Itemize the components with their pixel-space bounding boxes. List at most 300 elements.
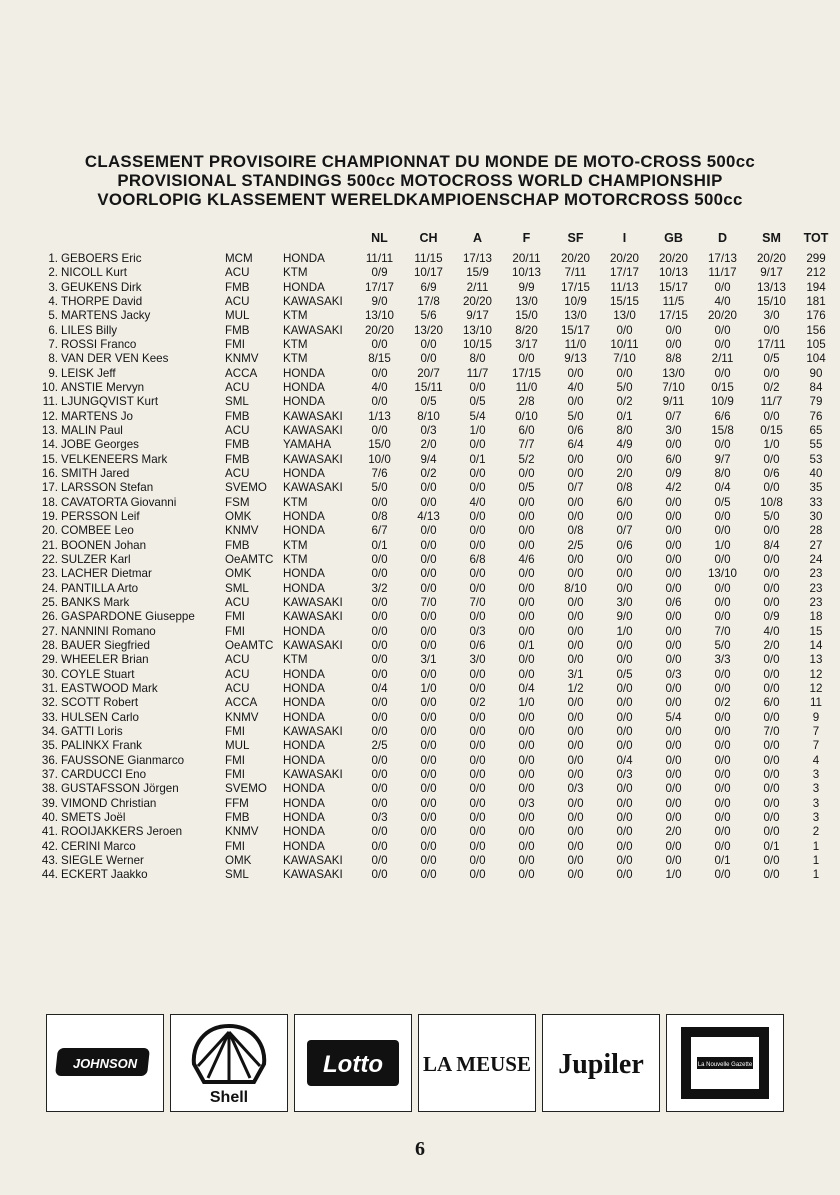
- gp-result: 0/0: [567, 853, 584, 867]
- gp-result: 3/1: [420, 653, 437, 667]
- title-french: CLASSEMENT PROVISOIRE CHAMPIONNAT DU MONDE DE MOTO-CROSS 500cc: [84, 153, 756, 171]
- gp-result: 0/0: [420, 338, 437, 352]
- gp-result: 0/0: [567, 366, 584, 380]
- gp-result: 0/0: [371, 639, 388, 653]
- table-row: [36, 796, 836, 810]
- gp-result: 13/20: [413, 323, 443, 337]
- rider-make: HONDA: [283, 524, 325, 538]
- gp-result: 8/0: [616, 424, 633, 438]
- rider-federation: MUL: [225, 739, 250, 753]
- gp-result: 0/3: [469, 624, 486, 638]
- rider-rank: 11.: [42, 395, 58, 409]
- gp-result: 0/0: [469, 381, 486, 395]
- gp-result: 0/15: [711, 381, 734, 395]
- gp-result: 0/0: [518, 825, 535, 839]
- gp-result: 6/0: [616, 495, 633, 509]
- gp-result: 0/5: [763, 352, 780, 366]
- gp-result: 9/7: [714, 452, 731, 466]
- rider-make: KAWASAKI: [283, 409, 343, 423]
- gp-result: 0/0: [518, 868, 535, 882]
- rider-rank: 41.: [41, 825, 58, 839]
- gp-result: 0/0: [665, 495, 682, 509]
- rider-federation: SML: [225, 395, 249, 409]
- gp-result: 20/20: [364, 323, 394, 337]
- rider-federation: FMI: [225, 724, 245, 738]
- gp-result: 0/0: [714, 810, 731, 824]
- gp-result: 0/0: [714, 868, 731, 882]
- gp-result: 20/20: [560, 252, 590, 266]
- gp-result: 15/9: [466, 266, 489, 280]
- gp-result: 5/4: [469, 409, 486, 423]
- rider-total: 53: [809, 452, 823, 466]
- gp-result: 0/0: [763, 782, 780, 796]
- gp-result: 13/10: [364, 309, 394, 323]
- gp-result: 0/0: [665, 524, 682, 538]
- rider-federation: ACU: [225, 667, 250, 681]
- gp-result: 0/0: [420, 538, 437, 552]
- gp-result: 0/0: [469, 839, 486, 853]
- gp-result: 0/0: [714, 710, 731, 724]
- table-row: [36, 281, 836, 295]
- gp-result: 0/0: [763, 452, 780, 466]
- rider-name: CAVATORTA Giovanni: [61, 495, 177, 509]
- gp-result: 0/0: [518, 810, 535, 824]
- gp-result: 13/10: [462, 323, 492, 337]
- rider-rank: 42.: [41, 839, 58, 853]
- gp-result: 3/0: [665, 424, 682, 438]
- rider-make: HONDA: [283, 796, 325, 810]
- rider-rank: 8.: [48, 352, 58, 366]
- gp-result: 0/7: [616, 524, 633, 538]
- rider-total: 24: [809, 553, 823, 567]
- rider-total: 9: [812, 710, 820, 724]
- johnson-logo: [53, 1038, 157, 1088]
- gp-result: 0/0: [518, 667, 535, 681]
- rider-make: KAWASAKI: [283, 610, 343, 624]
- rider-make: HONDA: [283, 252, 325, 266]
- gp-result: 0/4: [518, 682, 535, 695]
- gp-result: 0/0: [763, 767, 780, 781]
- rider-rank: 40.: [41, 810, 58, 824]
- rider-name: MARTENS Jo: [61, 409, 133, 423]
- gp-result: 0/0: [714, 553, 731, 567]
- gp-result: 0/0: [518, 567, 535, 581]
- gp-result: 0/0: [567, 753, 584, 767]
- gp-result: 0/0: [567, 825, 584, 839]
- rider-make: HONDA: [283, 467, 325, 481]
- rider-federation: FMB: [225, 452, 250, 466]
- rider-total: 30: [809, 510, 823, 524]
- rider-rank: 14.: [41, 438, 58, 452]
- gp-result: 11/7: [466, 366, 489, 380]
- gp-result: 1/0: [763, 438, 780, 452]
- gp-result: 11/5: [662, 295, 685, 309]
- rider-federation: KNMV: [225, 524, 259, 538]
- gp-result: 0/0: [567, 467, 584, 481]
- gp-result: 0/0: [420, 624, 437, 638]
- gp-result: 5/0: [714, 639, 731, 653]
- gp-result: 7/0: [714, 624, 731, 638]
- gp-result: 0/0: [469, 853, 486, 867]
- header-spacer: [283, 228, 355, 252]
- table-row: [36, 668, 836, 682]
- gp-result: 10/17: [413, 266, 443, 280]
- gp-result: 0/0: [616, 366, 633, 380]
- rider-total: 4: [812, 753, 820, 767]
- rider-name: BOONEN Johan: [61, 538, 147, 552]
- table-row: [36, 438, 836, 452]
- table-row: [36, 739, 836, 753]
- gp-result: 2/5: [567, 538, 584, 552]
- gp-result: 15/10: [756, 295, 786, 309]
- rider-make: HONDA: [283, 696, 325, 710]
- gp-result: 0/0: [763, 796, 780, 810]
- gp-result: 0/0: [371, 753, 388, 767]
- gp-result: 13/0: [613, 309, 636, 323]
- gp-result: 0/0: [665, 323, 682, 337]
- gp-result: 0/0: [518, 352, 535, 366]
- gp-result: 6/4: [567, 438, 584, 452]
- table-row: [36, 868, 836, 882]
- gp-result: 0/0: [567, 610, 584, 624]
- gp-result: 11/11: [365, 252, 394, 266]
- gp-result: 0/1: [469, 452, 486, 466]
- gp-result: 0/0: [518, 538, 535, 552]
- gp-result: 0/0: [420, 639, 437, 653]
- table-row: [36, 825, 836, 839]
- rider-name: SMETS Joël: [61, 810, 126, 824]
- rider-total: 299: [806, 252, 826, 266]
- gp-result: 13/13: [756, 280, 786, 294]
- gp-result: 0/0: [371, 667, 388, 681]
- gp-result: 0/0: [616, 567, 633, 581]
- column-header: SF: [567, 231, 584, 245]
- gp-result: 8/20: [515, 323, 538, 337]
- gp-result: 17/13: [707, 252, 737, 266]
- gp-result: 0/1: [371, 538, 388, 552]
- rider-name: GEBOERS Eric: [61, 252, 142, 266]
- gp-result: 2/11: [711, 352, 734, 366]
- gp-result: 0/0: [714, 767, 731, 781]
- gp-result: 0/0: [616, 739, 633, 753]
- rider-name: SCOTT Robert: [61, 696, 139, 710]
- table-row: [36, 653, 836, 667]
- rider-make: KTM: [283, 553, 308, 567]
- header-spacer: [225, 228, 283, 252]
- gp-result: 3/1: [567, 667, 584, 681]
- gp-result: 2/0: [616, 467, 633, 481]
- gp-result: 0/0: [371, 796, 388, 810]
- gp-result: 0/1: [518, 639, 535, 653]
- rider-name: BAUER Siegfried: [61, 639, 150, 653]
- gp-result: 0/0: [763, 567, 780, 581]
- gp-result: 0/7: [567, 481, 584, 495]
- table-row: [36, 811, 836, 825]
- gp-result: 0/0: [763, 524, 780, 538]
- gp-result: 0/0: [469, 567, 486, 581]
- table-row: [36, 309, 836, 323]
- gp-result: 0/0: [420, 610, 437, 624]
- rider-total: 3: [812, 796, 820, 810]
- gp-result: 0/0: [616, 825, 633, 839]
- column-header: CH: [419, 231, 438, 245]
- gp-result: 0/9: [763, 610, 780, 624]
- gp-result: 0/0: [567, 567, 584, 581]
- rider-total: 12: [809, 682, 823, 695]
- table-row: [36, 496, 836, 510]
- table-row: [36, 524, 836, 538]
- rider-total: 1: [812, 839, 820, 853]
- rider-rank: 4.: [48, 295, 58, 309]
- rider-federation: OMK: [225, 510, 252, 524]
- rider-total: 176: [806, 309, 826, 323]
- gp-result: 11/7: [760, 395, 783, 409]
- rider-make: HONDA: [283, 739, 325, 753]
- column-header: NL: [371, 231, 388, 245]
- gp-result: 0/0: [665, 696, 682, 710]
- gp-result: 0/0: [665, 753, 682, 767]
- rider-make: HONDA: [283, 510, 325, 524]
- rider-total: 3: [812, 810, 820, 824]
- gp-result: 0/0: [616, 839, 633, 853]
- gp-result: 0/0: [469, 825, 486, 839]
- table-row: [36, 410, 836, 424]
- gp-result: 0/0: [518, 753, 535, 767]
- title-dutch: VOORLOPIG KLASSEMENT WERELDKAMPIOENSCHAP MOTORCROSS 500cc: [97, 191, 743, 209]
- rider-rank: 31.: [41, 682, 58, 695]
- rider-make: KAWASAKI: [283, 724, 343, 738]
- rider-rank: 24.: [41, 581, 58, 595]
- rider-name: VELKENEERS Mark: [61, 452, 168, 466]
- rider-federation: OMK: [225, 567, 252, 581]
- gp-result: 0/0: [763, 753, 780, 767]
- gp-result: 0/0: [567, 739, 584, 753]
- rider-total: 1: [812, 868, 820, 882]
- gp-result: 0/0: [469, 782, 486, 796]
- rider-make: KTM: [283, 538, 308, 552]
- gp-result: 0/0: [714, 724, 731, 738]
- rider-total: 35: [809, 481, 823, 495]
- gp-result: 0/0: [567, 624, 584, 638]
- gp-result: 17/15: [658, 309, 688, 323]
- gp-result: 0/0: [469, 538, 486, 552]
- gp-result: 0/0: [371, 624, 388, 638]
- jupiler-logo-text: Jupiler: [558, 1049, 644, 1080]
- rider-total: 28: [809, 524, 823, 538]
- gp-result: 0/0: [567, 796, 584, 810]
- table-row: [36, 696, 836, 710]
- table-row: [36, 453, 836, 467]
- gp-result: 0/0: [665, 853, 682, 867]
- gp-result: 0/0: [469, 739, 486, 753]
- rider-make: HONDA: [283, 782, 325, 796]
- gp-result: 0/0: [371, 610, 388, 624]
- gp-result: 0/0: [616, 581, 633, 595]
- gp-result: 3/0: [763, 309, 780, 323]
- gp-result: 7/7: [518, 438, 535, 452]
- gp-result: 7/0: [469, 596, 486, 610]
- gp-result: 0/0: [371, 567, 388, 581]
- gp-result: 15/0: [515, 309, 538, 323]
- rider-name: LACHER Dietmar: [61, 567, 152, 581]
- rider-make: HONDA: [283, 381, 325, 395]
- rider-name: PALINKX Frank: [61, 739, 142, 753]
- gp-result: 0/0: [616, 868, 633, 882]
- gp-result: 8/15: [368, 352, 391, 366]
- gp-result: 0/0: [714, 581, 731, 595]
- gp-result: 9/13: [564, 352, 587, 366]
- rider-total: 12: [809, 667, 823, 681]
- gp-result: 0/0: [616, 639, 633, 653]
- gp-result: 0/0: [518, 710, 535, 724]
- rider-rank: 32.: [41, 696, 58, 710]
- gp-result: 0/0: [518, 624, 535, 638]
- gp-result: 0/0: [665, 739, 682, 753]
- gp-result: 6/0: [763, 696, 780, 710]
- gp-result: 0/0: [763, 682, 780, 695]
- rider-federation: ACCA: [225, 696, 258, 710]
- rider-rank: 15.: [41, 452, 58, 466]
- gp-result: 0/0: [763, 810, 780, 824]
- gp-result: 0/6: [665, 596, 682, 610]
- sponsor-nouvelle-gazette: [666, 1014, 784, 1112]
- rider-rank: 10.: [41, 381, 58, 395]
- rider-make: KTM: [283, 338, 308, 352]
- rider-name: JOBE Georges: [61, 438, 139, 452]
- gp-result: 10/13: [511, 266, 541, 280]
- gp-result: 5/2: [518, 452, 535, 466]
- gp-result: 0/0: [371, 710, 388, 724]
- gp-result: 7/11: [564, 266, 587, 280]
- gp-result: 0/0: [420, 724, 437, 738]
- table-row: [36, 582, 836, 596]
- table-row: [36, 424, 836, 438]
- rider-make: HONDA: [283, 825, 325, 839]
- gp-result: 0/8: [567, 524, 584, 538]
- rider-federation: OMK: [225, 853, 252, 867]
- rider-name: ROOIJAKKERS Jeroen: [61, 825, 183, 839]
- gp-result: 0/5: [469, 395, 486, 409]
- rider-total: 84: [809, 381, 823, 395]
- table-row: [36, 711, 836, 725]
- rider-make: HONDA: [283, 280, 325, 294]
- rider-name: BANKS Mark: [61, 596, 130, 610]
- gp-result: 0/0: [518, 724, 535, 738]
- gp-result: 0/0: [714, 753, 731, 767]
- rider-federation: ACU: [225, 424, 250, 438]
- gp-result: 0/3: [665, 667, 682, 681]
- column-header: TOT: [803, 231, 829, 245]
- rider-name: SMITH Jared: [61, 467, 130, 481]
- table-row: [36, 682, 836, 696]
- rider-federation: ACU: [225, 467, 250, 481]
- gp-result: 0/0: [616, 810, 633, 824]
- rider-total: 23: [809, 581, 823, 595]
- gp-result: 5/4: [665, 710, 682, 724]
- gp-result: 0/0: [518, 853, 535, 867]
- rider-total: 23: [809, 567, 823, 581]
- gp-result: 0/0: [469, 481, 486, 495]
- gp-result: 0/0: [616, 682, 633, 695]
- gp-result: 9/9: [518, 280, 535, 294]
- gp-result: 0/0: [714, 524, 731, 538]
- rider-rank: 17.: [41, 481, 58, 495]
- gp-result: 0/0: [518, 839, 535, 853]
- lotto-logo-text: Lotto: [323, 1051, 383, 1078]
- gp-result: 0/0: [371, 839, 388, 853]
- rider-total: 181: [806, 295, 826, 309]
- gp-result: 0/0: [371, 553, 388, 567]
- gp-result: 0/1: [714, 853, 731, 867]
- gp-result: 0/0: [567, 839, 584, 853]
- standings-rows: [36, 252, 836, 882]
- gp-result: 6/0: [665, 452, 682, 466]
- gp-result: 0/0: [665, 438, 682, 452]
- gp-result: 1/13: [368, 409, 391, 423]
- shell-logo: [184, 1020, 274, 1106]
- rider-make: HONDA: [283, 395, 325, 409]
- gp-result: 0/0: [469, 710, 486, 724]
- gp-result: 7/0: [420, 596, 437, 610]
- gp-result: 0/0: [616, 452, 633, 466]
- gp-result: 6/9: [420, 280, 437, 294]
- rider-name: LARSSON Stefan: [61, 481, 154, 495]
- gp-result: 0/0: [665, 538, 682, 552]
- rider-make: HONDA: [283, 581, 325, 595]
- rider-federation: FSM: [225, 495, 250, 509]
- sponsor-jupiler: [542, 1014, 660, 1112]
- standings-table: [36, 228, 836, 882]
- gp-result: 0/0: [714, 667, 731, 681]
- rider-total: 156: [806, 323, 826, 337]
- rider-name: SIEGLE Werner: [61, 853, 144, 867]
- gp-result: 13/0: [662, 366, 685, 380]
- gp-result: 0/0: [665, 553, 682, 567]
- rider-rank: 6.: [48, 323, 58, 337]
- gp-result: 0/0: [371, 395, 388, 409]
- gp-result: 4/13: [417, 510, 440, 524]
- table-row: [36, 338, 836, 352]
- table-row: [36, 753, 836, 767]
- rider-rank: 2.: [48, 266, 58, 280]
- gp-result: 13/0: [564, 309, 587, 323]
- gp-result: 0/4: [371, 682, 388, 695]
- table-row: [36, 539, 836, 553]
- gp-result: 0/0: [714, 739, 731, 753]
- gp-result: 6/7: [371, 524, 388, 538]
- gp-result: 15/8: [711, 424, 734, 438]
- gp-result: 0/0: [567, 596, 584, 610]
- gp-result: 17/13: [462, 252, 492, 266]
- rider-name: NANNINI Romano: [61, 624, 156, 638]
- rider-federation: FMB: [225, 538, 250, 552]
- gp-result: 1/0: [616, 624, 633, 638]
- table-row: [36, 352, 836, 366]
- gp-result: 0/0: [665, 724, 682, 738]
- rider-federation: MUL: [225, 309, 250, 323]
- rider-total: 11: [809, 696, 823, 710]
- gp-result: 5/0: [567, 409, 584, 423]
- rider-rank: 20.: [41, 524, 58, 538]
- rider-name: CARDUCCI Eno: [61, 767, 147, 781]
- gp-result: 11/17: [708, 266, 737, 280]
- table-row: [36, 553, 836, 567]
- rider-name: ECKERT Jaakko: [61, 868, 148, 882]
- rider-rank: 12.: [41, 409, 58, 423]
- rider-name: PANTILLA Arto: [61, 581, 139, 595]
- rider-name: CERINI Marco: [61, 839, 136, 853]
- gp-result: 0/0: [714, 280, 731, 294]
